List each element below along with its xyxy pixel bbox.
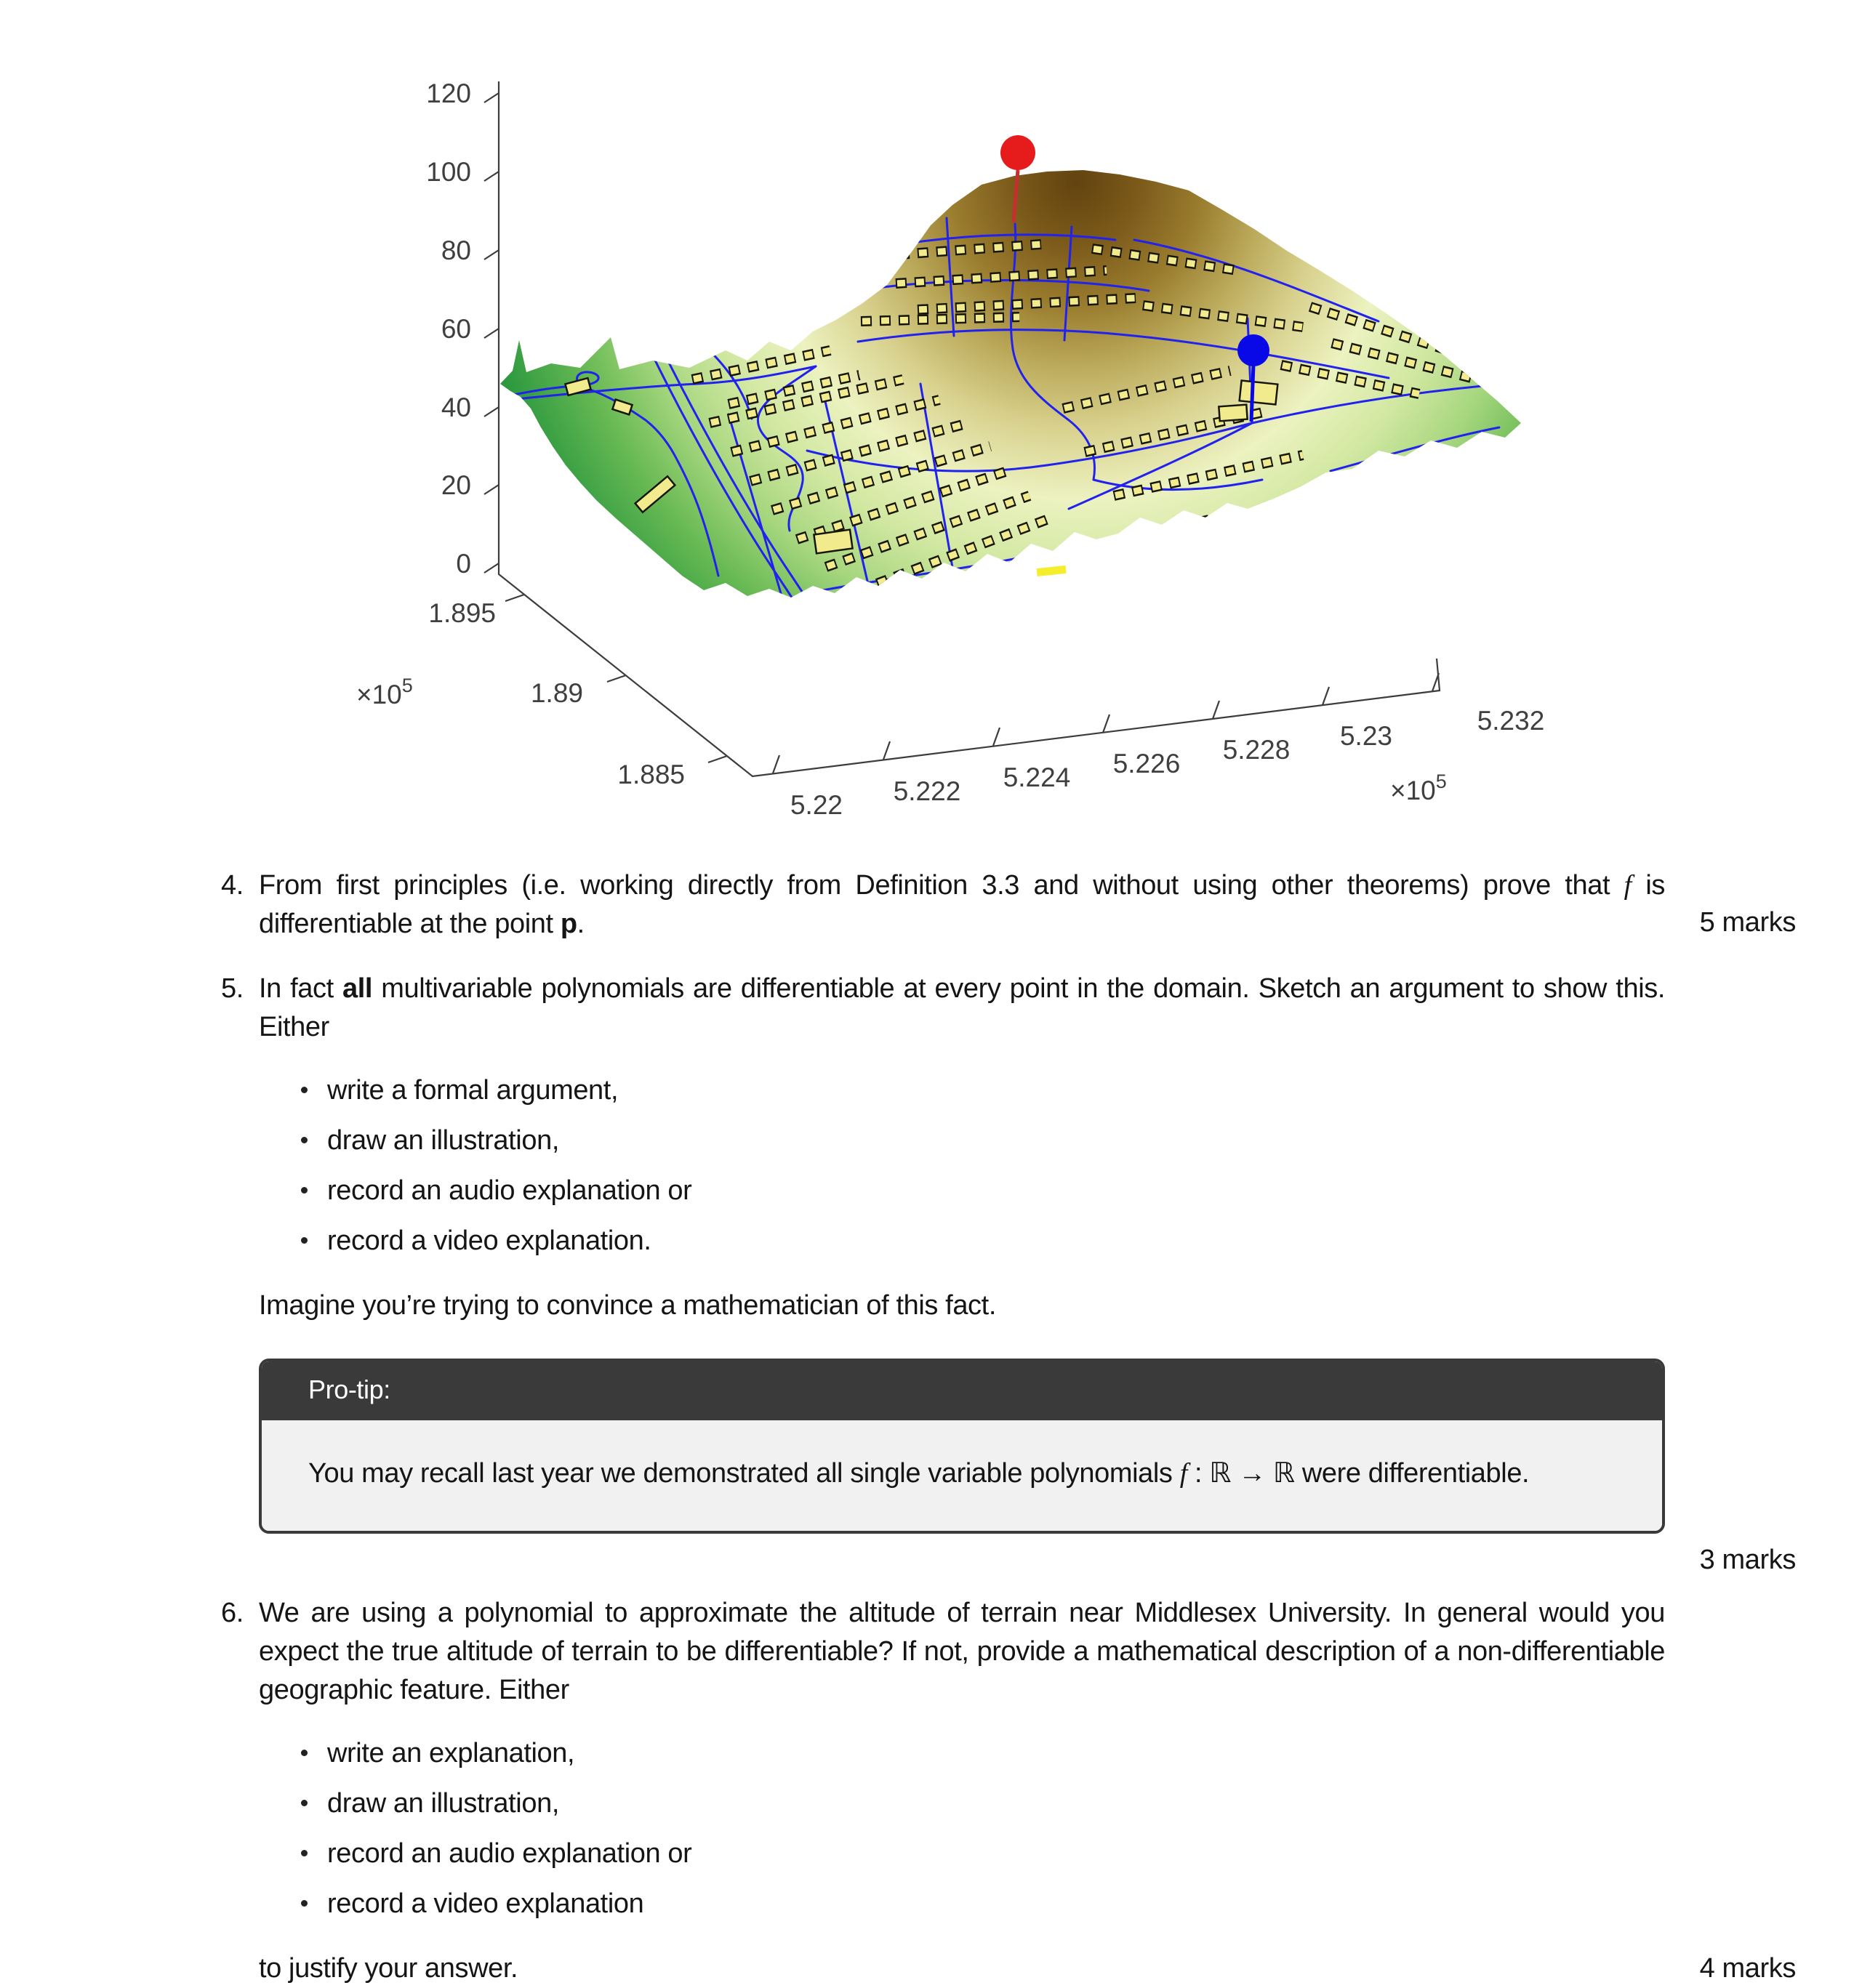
x-tick-label: 5.226 — [1112, 749, 1181, 778]
list-item — [300, 1222, 1796, 1260]
question-6-marks: 4 marks — [1699, 1953, 1796, 1984]
x-tick-label: 5.23 — [1339, 721, 1393, 751]
question-5 — [218, 970, 1796, 1579]
bullet-icon — [301, 1750, 308, 1756]
math-arrow: → — [1231, 1458, 1273, 1489]
math-p: p — [560, 909, 577, 939]
bullet-icon — [301, 1237, 308, 1244]
list-item-text: record a video explanation. — [327, 1226, 651, 1256]
bold-all: all — [342, 973, 373, 1004]
question-5-text — [259, 970, 1665, 1047]
z-axis-labels — [426, 79, 471, 579]
y-tick-label: 1.885 — [617, 760, 685, 789]
question-4-text — [259, 866, 1665, 943]
question-4-text-part: . — [577, 909, 585, 939]
question-5-stem — [218, 970, 1665, 1047]
bullet-icon — [301, 1850, 308, 1856]
terrain-surface-plot — [0, 0, 1854, 836]
y-axis-exponent: $\times 10^5$ — [356, 675, 413, 709]
x-tick-label: 5.232 — [1477, 706, 1545, 736]
list-item-text: record an audio explanation or — [327, 1838, 692, 1869]
y-tick-label: 1.89 — [530, 678, 583, 708]
list-item — [300, 1071, 1796, 1110]
list-item-text: record an audio explanation or — [327, 1175, 692, 1206]
z-tick-label: 80 — [441, 236, 471, 265]
question-6-tail-row — [218, 1949, 1796, 1988]
protip-box — [259, 1359, 1665, 1534]
y-tick-label: 1.895 — [428, 598, 496, 628]
question-5-number: 5. — [221, 973, 244, 1004]
question-6-number: 6. — [221, 1598, 244, 1628]
detached-building-patch — [1037, 566, 1067, 576]
list-item-text: draw an illustration, — [327, 1788, 559, 1819]
question-6-text: We are using a polynomial to approximate the altitude of terrain near Middlesex University. In general would you expect the true altitude of terrain to be differentiable? If not, provide a mathematical description of a non-differentiable geographic feature. Either — [259, 1598, 1665, 1705]
x-tick-label: 5.22 — [790, 790, 843, 820]
question-4 — [218, 866, 1796, 943]
protip-text-part: : — [1187, 1458, 1210, 1489]
z-tick-label: 40 — [441, 393, 471, 422]
list-item-text: write an explanation, — [327, 1738, 575, 1768]
protip-text-part: were differentiable. — [1294, 1458, 1530, 1489]
list-item-text: draw an illustration, — [327, 1125, 559, 1156]
blue-marker-ball — [1237, 334, 1269, 366]
list-item — [300, 1172, 1796, 1210]
list-item — [300, 1734, 1796, 1773]
bullet-icon — [301, 1137, 308, 1143]
list-item — [300, 1835, 1796, 1873]
z-tick-label: 100 — [426, 157, 471, 187]
question-5-text-part: multivariable polynomials are differentiable at every point in the domain. Sketch an argument to show this. Either — [259, 973, 1665, 1042]
math-reals: ℝ — [1209, 1457, 1232, 1489]
z-tick-label: 0 — [456, 549, 471, 579]
x-axis-exponent: $\times 10^5$ — [1390, 770, 1447, 805]
question-4-text-part: From first principles (i.e. working directly from Definition 3.3 and without using other theorems) prove that — [259, 870, 1624, 901]
protip-body — [262, 1420, 1662, 1531]
math-reals: ℝ — [1272, 1457, 1295, 1489]
question-6-stem — [218, 1594, 1665, 1710]
protip-header: Pro-tip: — [262, 1361, 1662, 1420]
z-tick-label: 20 — [441, 470, 471, 500]
question-sheet — [218, 866, 1796, 1988]
math-f: f — [1624, 870, 1632, 901]
terrain-figure — [0, 0, 1854, 836]
bullet-icon — [301, 1187, 308, 1194]
question-6-options — [300, 1734, 1796, 1923]
list-item — [300, 1885, 1796, 1923]
z-tick-label: 120 — [426, 79, 471, 108]
question-4-marks: 5 marks — [1699, 907, 1796, 938]
bullet-icon — [301, 1900, 308, 1907]
list-item-text: record a video explanation — [327, 1888, 644, 1919]
list-item-text: write a formal argument, — [327, 1075, 619, 1106]
bullet-icon — [301, 1087, 308, 1093]
x-tick-label: 5.222 — [893, 776, 961, 806]
question-4-number: 4. — [221, 870, 244, 901]
math-f: f — [1179, 1458, 1187, 1489]
question-4-text-part: is differentiable at the point — [259, 870, 1665, 939]
question-5-imagine: Imagine you’re trying to convince a mathematician of this fact. — [259, 1290, 996, 1321]
question-5-text-part: In fact — [259, 973, 342, 1004]
question-6 — [218, 1594, 1796, 1988]
question-5-options — [300, 1071, 1796, 1260]
question-6-tail: to justify your answer. — [259, 1953, 518, 1984]
red-marker-ball — [1000, 135, 1035, 170]
x-tick-label: 5.228 — [1222, 735, 1291, 765]
bullet-icon — [301, 1800, 308, 1806]
question-5-marks: 3 marks — [1699, 1545, 1796, 1575]
list-item — [300, 1122, 1796, 1160]
protip-text-part: You may recall last year we demonstrated all single variable polynomials — [308, 1458, 1180, 1489]
list-item — [300, 1784, 1796, 1823]
z-tick-label: 60 — [441, 314, 471, 344]
y-axis-labels — [428, 598, 685, 789]
x-tick-label: 5.224 — [1003, 762, 1071, 792]
